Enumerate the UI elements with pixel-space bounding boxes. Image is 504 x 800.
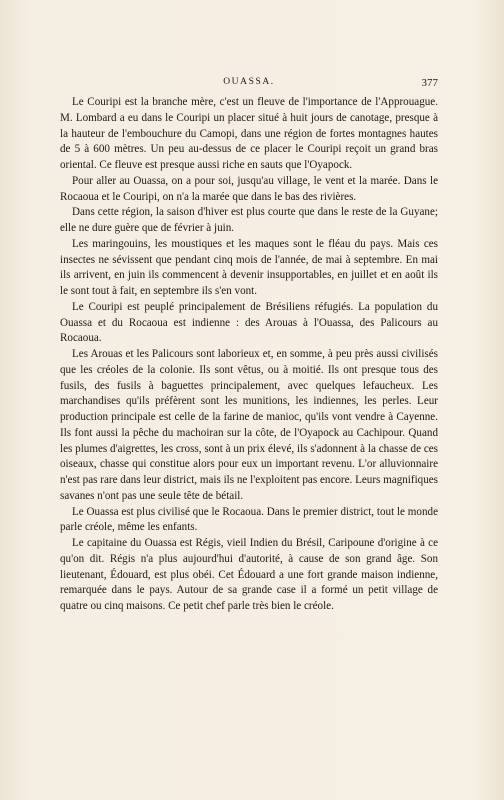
page-header <box>60 77 438 91</box>
running-title: OUASSA. <box>223 77 275 87</box>
paragraph: Le Couripi est la branche mère, c'est un fleuve de l'importance de l'Approuague. M. Lombard a eu dans le Couripi un placer situé à huit jours de canotage, presque à la hauteur de l'embouchure du Camopi, dans une région de fortes montagnes hautes de 5 à 600 mètres. Un peu au-dessus de ce placer le Couripi reçoit un grand bras oriental. Ce fleuve est presque aussi riche en sauts que l'Oyapock. <box>60 96 438 171</box>
paragraph: Le Couripi est peuplé principalement de Brésiliens réfugiés. La population du Ouassa et du Rocaoua est indienne : des Arouas à l'Ouassa, des Palicours au Rocaoua. <box>60 300 438 345</box>
paragraph: Dans cette région, la saison d'hiver est plus courte que dans le reste de la Guyane; elle ne dure guère que de février à juin. <box>60 206 438 234</box>
paragraph: Les Arouas et les Palicours sont laborieux et, en somme, à peu près aussi civilisés que les créoles de la colonie. Ils sont vêtus, ou à moitié. Ils ont presque tous des fusils, des fusils à baguettes principalement, avec quelques lefaucheux. Les marchandises qu'ils préfèrent sont les munitions, les indiennes, les perles. Leur production principale est celle de la farine de manioc, qu'ils vont vendre à Cayenne. Ils font aussi la pêche du machoiran sur la côte, de l'Oyapock au Cachipour. Quand les plumes d'aigrettes, les cross, sont à un prix élevé, ils s'adonnent à la chasse de ces oiseaux, chasse qui constitue alors pour eux un important revenu. L'or alluvionnaire n'est pas rare dans leur district, mais ils ne l'exploitent pas encore. Leurs magnifiques savanes n'ont pas une seule tête de bétail. <box>60 348 438 502</box>
page-number: 377 <box>421 77 438 89</box>
paragraph: Le capitaine du Ouassa est Régis, vieil Indien du Brésil, Caripoune d'origine à ce qu'on dit. Régis n'a plus aujourd'hui d'autorité, à cause de son grand âge. Son lieutenant, Édouard, est plus obéi. Cet Édouard a une fort grande maison indienne, remarquée dans le pays. Autour de sa grande case il a formé un petit village de quatre ou cinq maisons. Ce petit chef parle très bien le créole. <box>60 537 438 612</box>
paragraph: Pour aller au Ouassa, on a pour soi, jusqu'au village, le vent et la marée. Dans le Rocaoua et le Couripi, on n'a la marée que dans le bas des rivières. <box>60 174 438 203</box>
body-text <box>60 95 438 615</box>
paragraph: Les maringouins, les moustiques et les maques sont le fléau du pays. Mais ces insectes ne sévissent que pendant cinq mois de l'année, de mai à septembre. En mai ils arrivent, en juin ils commencent à devenir insupportables, en juillet et en août ils le sont tout à fait, en septembre ils s'en vont. <box>60 237 438 297</box>
paragraph: Le Ouassa est plus civilisé que le Rocaoua. Dans le premier district, tout le monde parle créole, même les enfants. <box>60 505 438 534</box>
